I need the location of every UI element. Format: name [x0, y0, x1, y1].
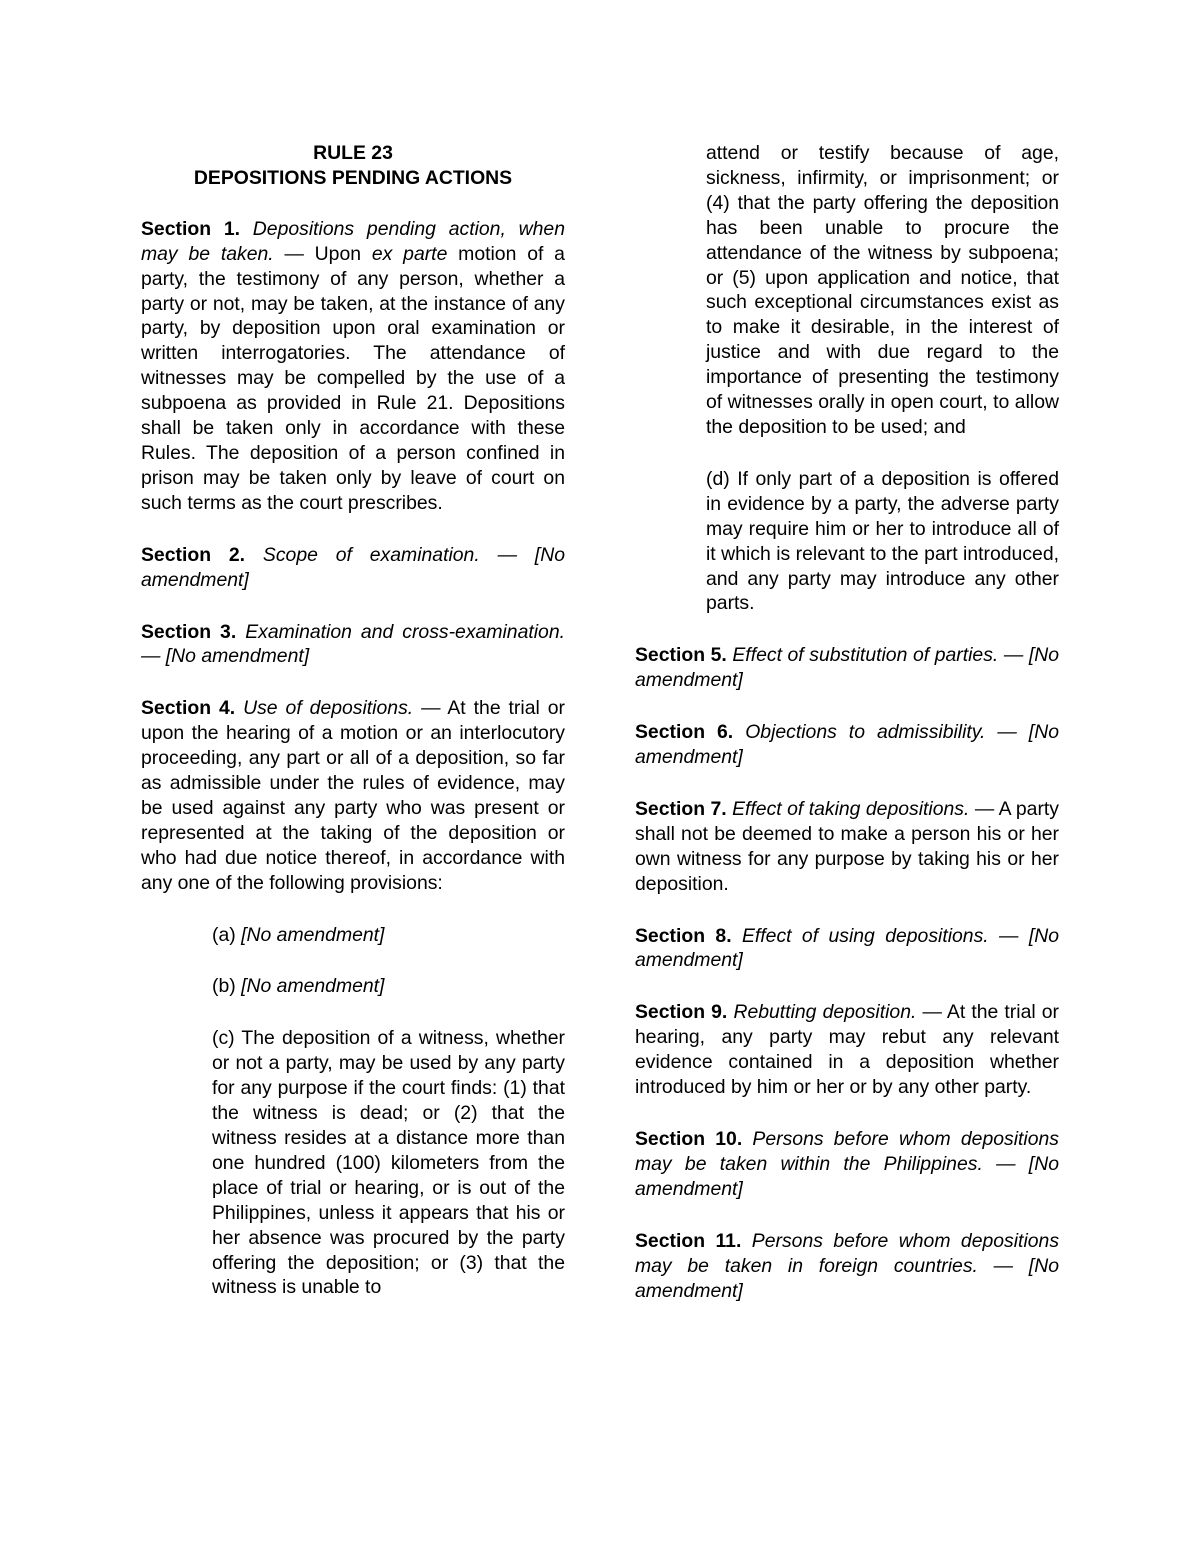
section-4-heading: Use of depositions.	[243, 697, 414, 720]
section-7	[635, 797, 1059, 897]
section-3-label: Section 3.	[141, 620, 237, 643]
section-1-body: motion of a party, the testimony of any person, whether a party or not, may be taken, at the instance of any party, by deposition upon oral examination or written interrogatories. The attendance of witnesses may be compelled by the use of a subpoena as provided in Rule 21. Depositions shall be taken only in accordance with these Rules. The deposition of a person confined in prison may be taken only by leave of court on such terms as the court prescribes.	[141, 242, 565, 514]
section-3-heading: Examination and cross-examination. — [No amendment]	[141, 620, 565, 668]
section-10	[635, 1127, 1059, 1202]
section-7-heading: Effect of taking depositions.	[732, 797, 970, 820]
item-a-label: (a)	[212, 923, 242, 946]
section-2-label: Section 2.	[141, 543, 246, 566]
item-b-label: (b)	[212, 975, 242, 998]
rule-title: DEPOSITIONS PENDING ACTIONS	[193, 166, 513, 189]
section-6-label: Section 6.	[635, 721, 734, 744]
section-3	[141, 620, 565, 670]
section-5-heading: Effect of substitution of parties. — [No amendment]	[635, 644, 1059, 692]
section-4-item-b	[141, 974, 565, 999]
section-11-label: Section 11.	[635, 1229, 742, 1252]
section-11-heading: Persons before whom depositions may be taken in foreign countries. — [No amendment]	[635, 1229, 1060, 1302]
section-5-label: Section 5.	[635, 644, 727, 667]
section-4-label: Section 4.	[141, 697, 236, 720]
section-10-heading: Persons before whom depositions may be taken within the Philippines. — [No amendment]	[635, 1128, 1059, 1200]
section-6-heading: Objections to admissibility. — [No amendment]	[635, 721, 1059, 769]
right-column	[635, 141, 1059, 1330]
section-11	[635, 1229, 1059, 1304]
section-6	[635, 720, 1059, 770]
section-1-italic-term: ex parte	[371, 242, 448, 265]
section-4-item-c-continued	[635, 141, 1059, 440]
section-4-item-c	[141, 1026, 565, 1300]
section-9-body: — At the trial or hearing, any party may rebut any relevant evidence contained in a deposition whether introduced by him or her or by any other party.	[635, 1001, 1060, 1099]
section-2-heading: Scope of examination. — [No amendment]	[141, 543, 565, 591]
section-1	[141, 217, 565, 516]
item-d-text: (d) If only part of a deposition is offered in evidence by a party, the adverse party may require him or her to introduce all of it which is relevant to the part introduced, and any party may introduce any other parts.	[706, 467, 1059, 615]
section-8-label: Section 8.	[635, 924, 732, 947]
section-7-body: — A party shall not be deemed to make a person his or her own witness for any purpose by taking his or her deposition.	[635, 797, 1059, 895]
section-9-label: Section 9.	[635, 1001, 728, 1024]
section-9-heading: Rebutting deposition.	[733, 1001, 917, 1024]
section-4-body: — At the trial or upon the hearing of a motion or an interlocutory proceeding, any part or all of a deposition, so far as admissible under the rules of evidence, may be used against any party who was present or represented at the taking of the deposition or who had due notice thereof, in accordance with any one of the following provisions:	[141, 697, 565, 894]
section-4-item-d	[635, 467, 1059, 616]
item-c-text-part2: attend or testify because of age, sickness, infirmity, or imprisonment; or (4) that the party offering the deposition has been unable to procure the attendance of the witness by subpoena; or (5) upon application and notice, that such exceptional circumstances exist as to make it desirable, in the interest of justice and with due regard to the importance of presenting the testimony of witnesses orally in open court, to allow the deposition to be used; and	[706, 142, 1059, 438]
document-title	[141, 141, 565, 191]
section-8	[635, 924, 1059, 974]
section-1-dash: — Upon	[273, 242, 372, 265]
section-10-label: Section 10.	[635, 1128, 743, 1150]
section-1-label: Section 1.	[141, 217, 240, 240]
section-7-label: Section 7.	[635, 797, 727, 820]
section-4-item-a	[141, 923, 565, 948]
item-a-text: [No amendment]	[241, 923, 385, 946]
left-column	[141, 141, 565, 1327]
item-b-text: [No amendment]	[241, 975, 385, 998]
section-2	[141, 543, 565, 593]
section-8-heading: Effect of using depositions. — [No amendment]	[635, 924, 1059, 972]
section-9	[635, 1000, 1059, 1100]
section-4	[141, 696, 565, 895]
section-5	[635, 643, 1059, 693]
rule-number: RULE 23	[313, 142, 393, 164]
section-1-heading: Depositions pending action, when may be taken.	[141, 217, 565, 265]
item-c-text-part1: (c) The deposition of a witness, whether or not a party, may be used by any party for any purpose if the court finds: (1) that the witness is dead; or (2) that the witness resides at a distance more than one hundred (100) kilometers from the place of trial or hearing, or is out of the Philippines, unless it appears that his or her absence was procured by the party offering the deposition; or (3) that the witness is unable to	[212, 1027, 565, 1299]
